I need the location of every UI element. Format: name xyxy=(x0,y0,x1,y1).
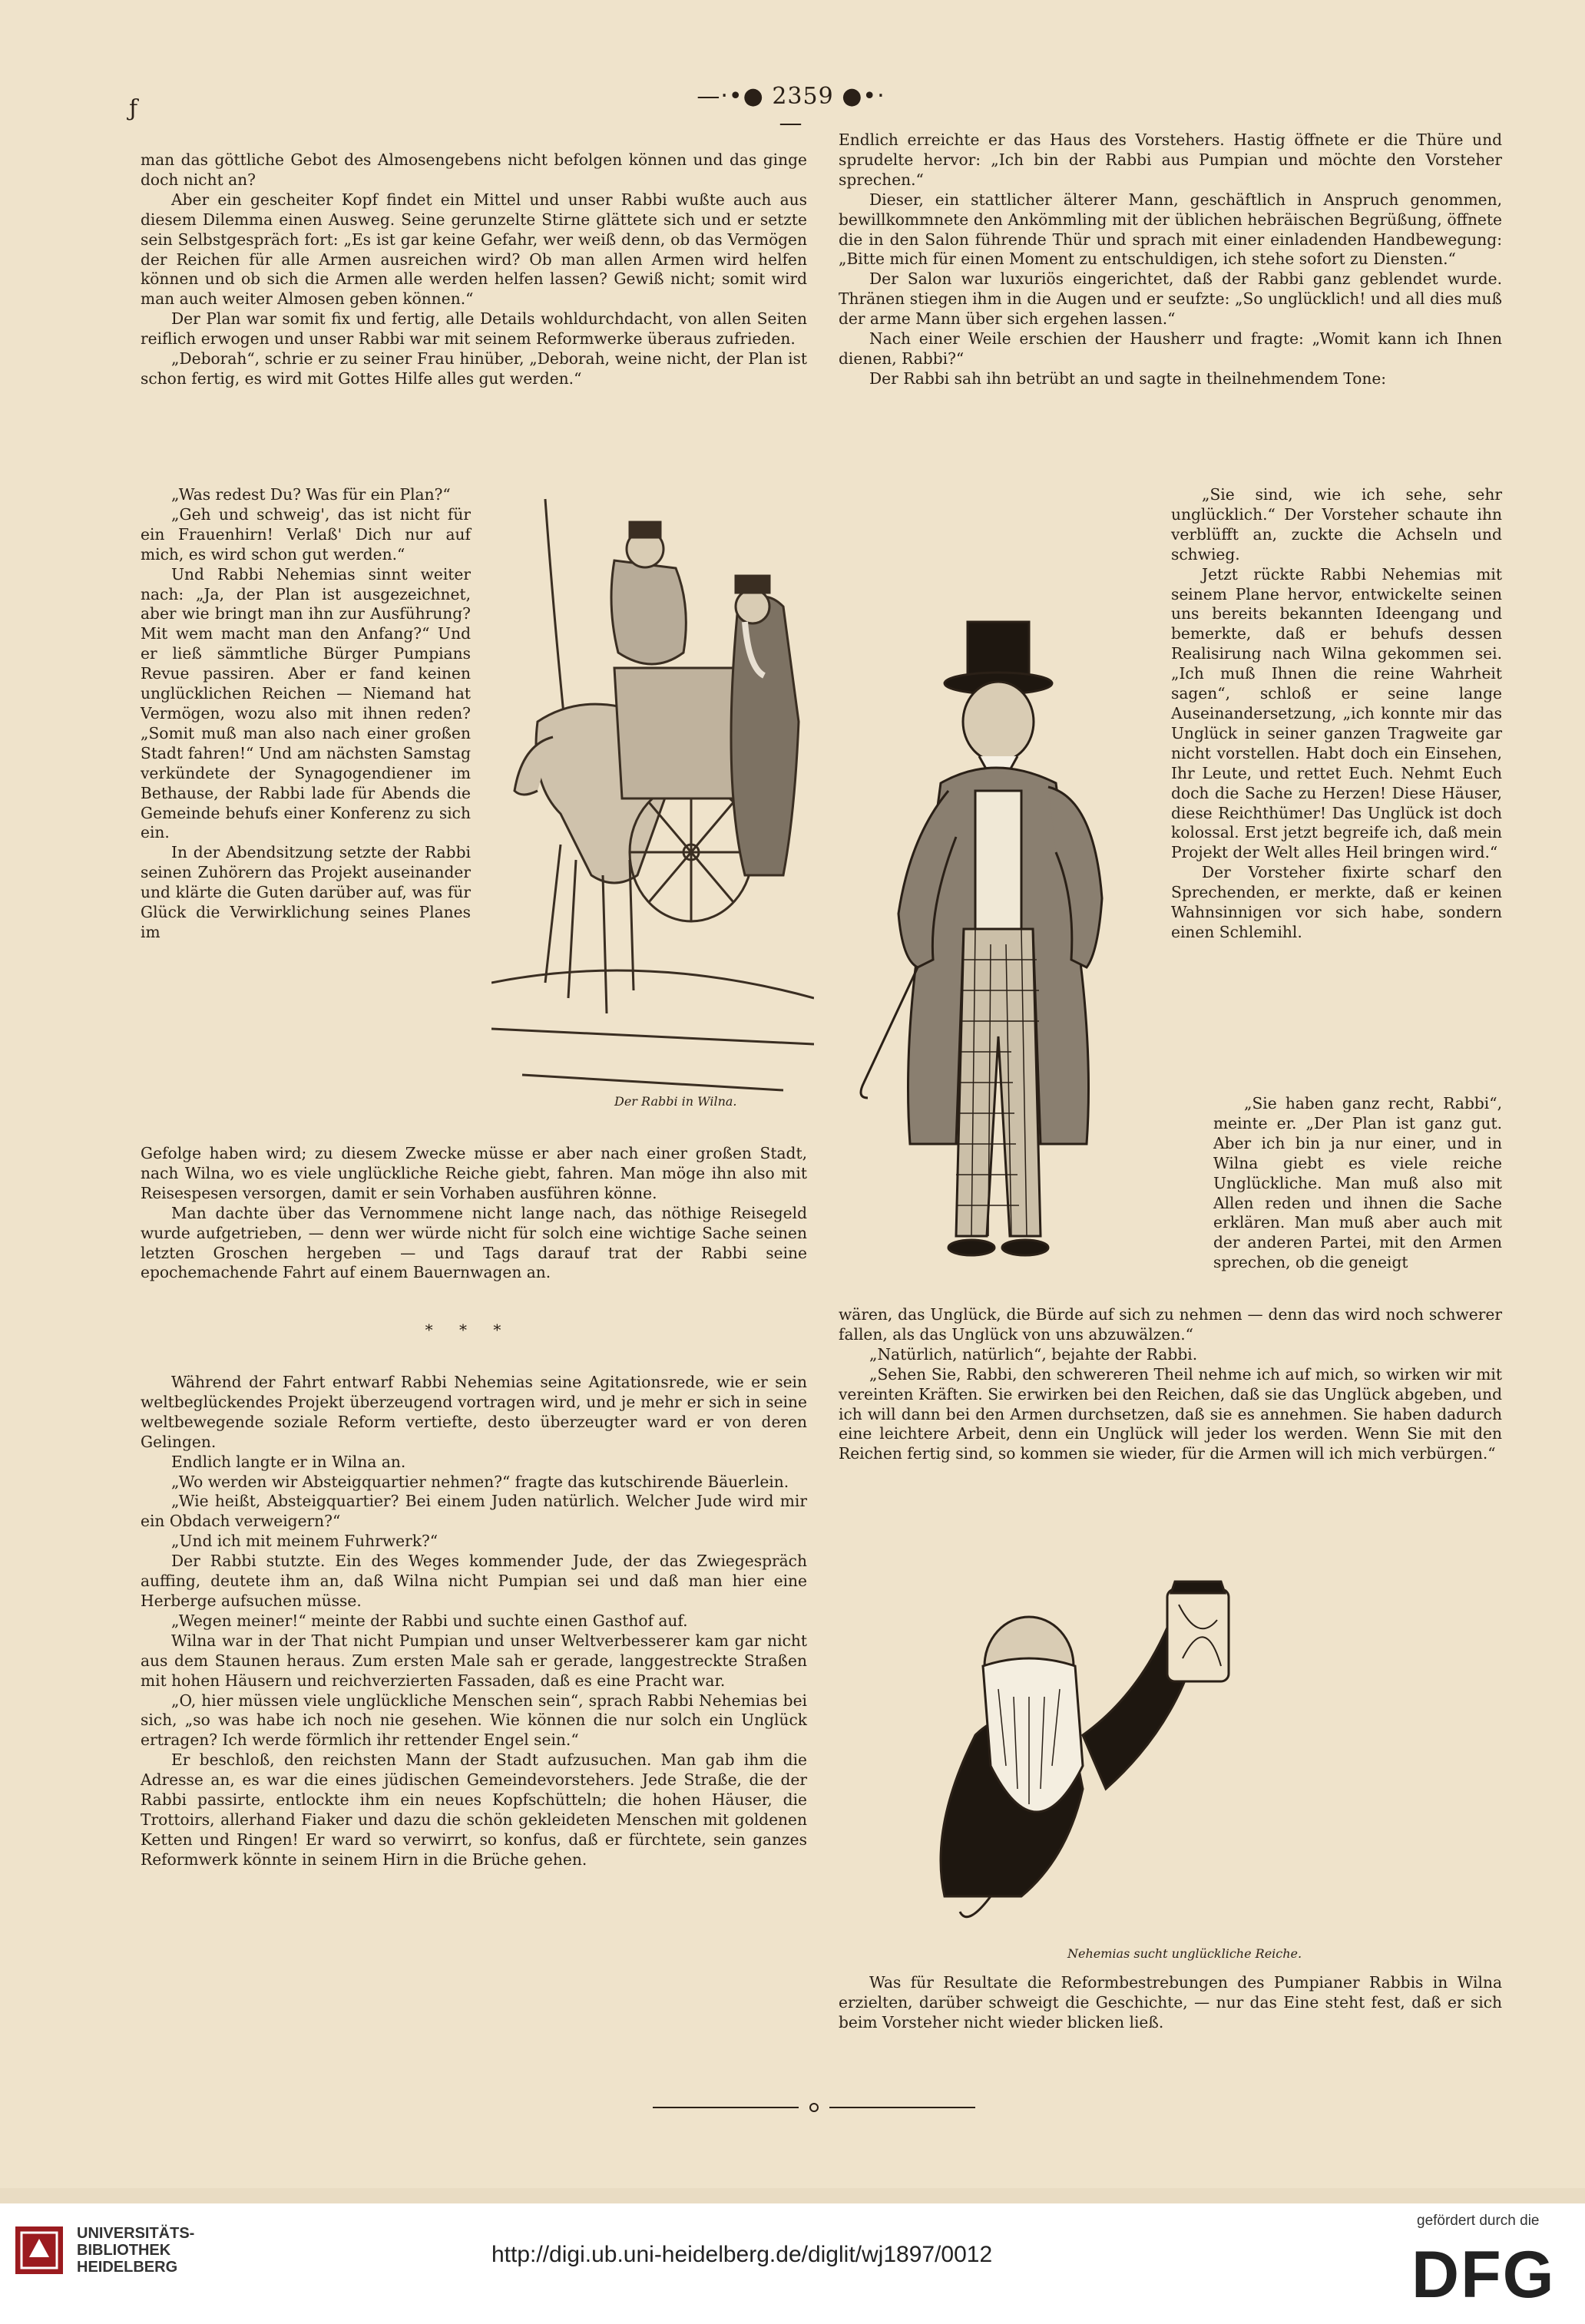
paragraph: „Geh und schweig', das ist nicht für ein Frauenhirn! Verlaß' Dich nur auf mich, es wird schon gut werden.“ xyxy=(141,504,471,564)
paragraph: „O, hier müssen viele unglückliche Menschen sein“, sprach Rabbi Nehemias bei sich, „so was habe ich noch nie gesehen. Wie können die nur solch ein Unglück ertragen? Ich werde förmlich ihr rettender Engel sein.“ xyxy=(141,1691,807,1750)
illustration-rabbi-in-wilna xyxy=(491,491,814,1106)
paragraph: Endlich erreichte er das Haus des Vorstehers. Hastig öffnete er die Thüre und sprudelte hervor: „Ich bin der Rabbi aus Pumpian und möchte den Vorsteher sprechen.“ xyxy=(839,131,1502,189)
right-column-top xyxy=(839,131,1502,389)
illustration-standing-gentleman xyxy=(841,607,1163,1298)
left-column-narrow xyxy=(141,485,471,943)
paragraph: „Sie sind, wie ich sehe, sehr unglücklich.“ Der Vorsteher schaute ihn verblüfft an, zuckte die Achseln und schwieg. xyxy=(1171,485,1502,564)
paragraph: Der Rabbi stutzte. Ein des Weges kommender Jude, der das Zwiegespräch auffing, deutete ihm an, daß Wilna nicht Pumpian sei und daß man hier eine Herberge aufsuchen müsse. xyxy=(141,1552,807,1610)
university-name-line: BIBLIOTHEK xyxy=(77,2242,171,2259)
paragraph: „Wie heißt, Absteigquartier? Bei einem Juden natürlich. Welcher Jude wird mir ein Obdach verweigern?“ xyxy=(141,1492,807,1531)
paragraph: „Was redest Du? Was für ein Plan?“ xyxy=(171,485,451,504)
funded-by-label: gefördert durch die xyxy=(1417,2213,1540,2229)
university-name xyxy=(77,2225,194,2276)
source-url-link[interactable]: http://digi.ub.uni-heidelberg.de/diglit/wj1897/0012 xyxy=(491,2242,993,2267)
corner-mark: ƒ xyxy=(129,95,138,122)
caption-rabbi-in-wilna: Der Rabbi in Wilna. xyxy=(614,1094,737,1109)
paragraph: In der Abendsitzung setzte der Rabbi seinen Zuhörern das Projekt auseinander und klärte die Guten darüber auf, was für Glück die Verwirklichung seines Planes im xyxy=(141,843,471,941)
paragraph: Wilna war in der That nicht Pumpian und unser Weltverbesserer kam gar nicht aus dem Staunen heraus. Zum ersten Male sah er gerade, langgestreckte Straßen mit hohen Häusern und reichverzierten Fassaden, daß es eine Pracht war. xyxy=(141,1631,807,1690)
page-number xyxy=(691,83,891,137)
paragraph: man das göttliche Gebot des Almosengebens nicht befolgen können und das ginge doch nicht an? xyxy=(141,150,807,189)
paragraph: „Deborah“, schrie er zu seiner Frau hinüber, „Deborah, weine nicht, der Plan ist schon fertig, es wird mit Gottes Hilfe alles gut werden.“ xyxy=(141,349,807,388)
caption-nehemias: Nehemias sucht unglückliche Reiche. xyxy=(1067,1946,1302,1961)
paragraph: Er beschloß, den reichsten Mann der Stadt aufzusuchen. Man gab ihm die Adresse an, es war die eines jüdischen Gemeindevorstehers. Jede Straße, die der Rabbi passirte, entlockte ihm ein neues Kopfschütteln; die hohen Häuser, die Trottoirs, allerhand Fiaker und dazu die schön gekleideten Menschen mit goldenen Ketten und Ringen! Er ward so verwirrt, so konfus, daß er fürchtete, sein ganzes Reformwerk könnte in seinem Hirn in die Brüche gehen. xyxy=(141,1750,807,1869)
page-number-ornament-left: —‧•● xyxy=(697,83,773,110)
paragraph: Dieser, ein stattlicher älterer Mann, geschäftlich in Anspruch genommen, bewillkommnete den Ankömmling mit der üblichen hebräischen Begrüßung, öffnete die in den Salon führende Thür und sprach mit einer einladenden Handbewegung: „Bitte mich für einen Moment zu entschuldigen, ich stehe sofort zu Diensten.“ xyxy=(839,190,1502,269)
paragraph: „Wegen meiner!“ meinte der Rabbi und suchte einen Gasthof auf. xyxy=(171,1611,688,1630)
paragraph: „Wo werden wir Absteigquartier nehmen?“ fragte das kutschirende Bäuerlein. xyxy=(171,1472,789,1491)
paragraph: „Natürlich, natürlich“, bejahte der Rabbi. xyxy=(869,1344,1198,1364)
paragraph: „Sehen Sie, Rabbi, den schwereren Theil nehme ich auf mich, so wirken wir mit vereinten Kräften. Sie erwirken bei den Reichen, daß sie das Unglück abgeben, und ich will dann bei den Armen durchsetzen, daß sie es annehmen. Sie haben dadurch eine leichtere Arbeit, denn ein Unglück will jeder los werden. Wenn Sie mit den Reichen fertig sind, so kommen sie wieder, für die Armen will ich mich verbürgen.“ xyxy=(839,1364,1502,1463)
paragraph: Und Rabbi Nehemias sinnt weiter nach: „Ja, der Plan ist ausgezeichnet, aber wie bringt man ihn zur Ausführung? Mit wem macht man den Anfang?“ Und er ließ sämmtliche Bürger Pumpians Revue passiren. Aber er fand keinen unglücklichen Reichen — Niemand hat Vermögen, wozu also mit ihnen reden? „Somit muß man also nach einer großen Stadt fahren!“ Und am nächsten Samstag verkündete der Synagogendiener im Bethause, der Rabbi lade für Abends die Gemeinde behufs einer Konferenz zu sich ein. xyxy=(141,564,471,842)
paragraph: wären, das Unglück, die Bürde auf sich zu nehmen — denn das wird noch schwerer fallen, als das Unglück von uns abzuwälzen.“ xyxy=(839,1305,1502,1344)
end-ornament xyxy=(653,2101,975,2114)
paragraph: Man dachte über das Vernommene nicht lange nach, das nöthige Reisegeld wurde aufgetrieben, — denn wer würde nicht für solch eine wichtige Sache seinen letzten Groschen hergeben — und Tags darauf trat der Rabbi seine epochemachende Fahrt auf einem Bauernwagen an. xyxy=(141,1203,807,1282)
paragraph: Während der Fahrt entwarf Rabbi Nehemias seine Agitationsrede, wie er sein weltbeglückendes Projekt überzeugend vortragen wird, und je mehr er sich in seine weltbewegende soziale Reform vertiefte, desto überzeugter ward er von deren Gelingen. xyxy=(141,1373,807,1451)
page-number-value: 2359 xyxy=(772,83,834,110)
right-column-narrow xyxy=(1171,485,1502,943)
section-separator: * * * xyxy=(425,1321,512,1339)
left-column-bottom xyxy=(141,1373,807,1870)
university-name-line: HEIDELBERG xyxy=(77,2259,178,2276)
left-column-mid xyxy=(141,1144,807,1283)
paragraph: Der Vorsteher fixirte scharf den Sprechenden, er merkte, daß er keinen Wahnsinnigen vor sich habe, sondern einen Schlemihl. xyxy=(1171,863,1502,941)
paragraph: Endlich langte er in Wilna an. xyxy=(171,1452,406,1471)
left-column-top xyxy=(141,150,807,389)
right-column-bottom xyxy=(839,1973,1502,2033)
university-seal-icon xyxy=(15,2226,63,2274)
illustration-nehemias-with-lantern xyxy=(914,1536,1405,1935)
paragraph: Der Salon war luxuriös eingerichtet, daß der Rabbi ganz geblendet wurde. Thränen stiegen ihm in die Augen und er seufzte: „So unglücklich! und all dies muß der arme Mann über sich ergehen lassen.“ xyxy=(839,269,1502,329)
paragraph: Nach einer Weile erschien der Hausherr und fragte: „Womit kann ich Ihnen dienen, Rabbi?“ xyxy=(839,329,1502,368)
right-column-narrow-2 xyxy=(1213,1094,1502,1273)
paragraph: Der Plan war somit fix und fertig, alle Details wohldurchdacht, von allen Seiten reiflich erwogen und unser Rabbi war mit seinem Reformwerke überaus zufrieden. xyxy=(141,309,807,349)
digitization-footer xyxy=(0,2203,1585,2324)
paragraph: „Sie haben ganz recht, Rabbi“, meinte er. „Der Plan ist ganz gut. Aber ich bin ja nur einer, und in Wilna giebt es viele reiche Unglückliche. Man muß also mit Allen reden und ihnen die Sache erklären. Man muß aber auch mit der anderen Partei, mit den Armen sprechen, ob die geneigt xyxy=(1213,1094,1502,1272)
right-column-mid xyxy=(839,1305,1502,1464)
paragraph: Aber ein gescheiter Kopf findet ein Mittel und unser Rabbi wußte auch aus diesem Dilemma einen Ausweg. Seine gerunzelte Stirne glättete sich und er setzte sein Selbstgespräch fort: „Es ist gar keine Gefahr, wer weiß denn, ob das Vermögen der Reichen für alle Armen ausreichen wird? Ob man allen Armen wird helfen können und ob sich die Armen alle werden helfen lassen? Gewiß nicht; somit wird man auch weiter Almosen geben können.“ xyxy=(141,190,807,309)
university-name-line: UNIVERSITÄTS- xyxy=(77,2225,195,2242)
paragraph: Jetzt rückte Rabbi Nehemias mit seinem Plane hervor, entwickelte seinen uns bereits bekannten Ideengang und bemerkte, daß er behufs dessen Realisirung nach Wilna gekommen sei. „Ich muß Ihnen die reine Wahrheit sagen“, schloß er seine lange Auseinandersetzung, „ich konnte mir das Unglück in seiner ganzen Tragweite gar nicht vorstellen. Habt doch ein Einsehen, Ihr Leute, und rettet Euch. Nehmt Euch doch die Sache zu Herzen! Diese Häuser, diese Reichthümer! Das Unglück ist doch kolossal. Erst jetzt begreife ich, daß mein Projekt der Welt alles Heil bringen wird.“ xyxy=(1171,564,1502,862)
page-number-ornament-right: ●•‧— xyxy=(779,83,885,137)
paragraph: Was für Resultate die Reformbestrebungen des Pumpianer Rabbis in Wilna erzielten, darüber schweigt die Geschichte, — nur das Eine steht fest, daß er sich beim Vorsteher nicht wieder blicken ließ. xyxy=(839,1973,1502,2031)
dfg-logo: DFG xyxy=(1411,2238,1556,2312)
paragraph: Gefolge haben wird; zu diesem Zwecke müsse er aber nach einer großen Stadt, nach Wilna, wo es viele unglückliche Reiche giebt, fahren. Man möge ihn also mit Reisespesen versorgen, damit er sein Vorhaben ausführen könne. xyxy=(141,1144,807,1202)
paragraph: „Und ich mit meinem Fuhrwerk?“ xyxy=(171,1532,438,1551)
paragraph: Der Rabbi sah ihn betrübt an und sagte in theilnehmendem Tone: xyxy=(869,369,1387,388)
